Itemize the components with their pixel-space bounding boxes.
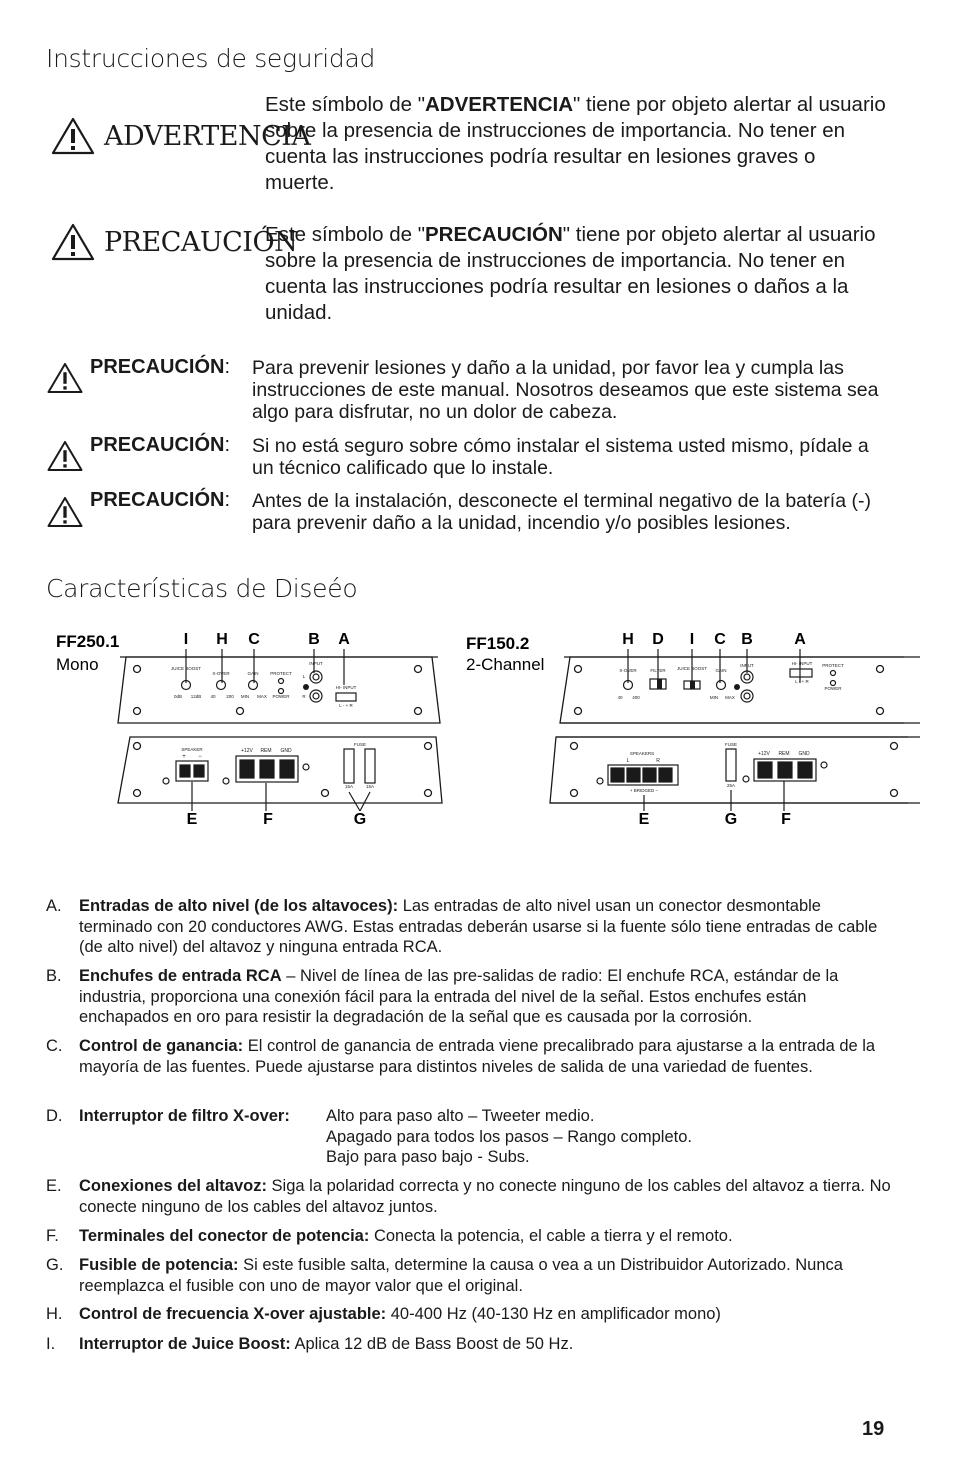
ff150-max-label: MAX — [725, 695, 735, 700]
ff150-letter-f: F — [781, 811, 791, 828]
ff250-letter-h: H — [216, 631, 228, 648]
ff250-12db-label: 12dB — [190, 694, 202, 699]
caution-2-icon-wrap — [46, 438, 86, 479]
ff250-juice-label: JUICE BOOST — [170, 666, 202, 671]
caution-triangle-icon — [46, 360, 84, 396]
ff250-200-label: 200 — [226, 694, 234, 699]
caution-1-label: PRECAUCIÓN: — [90, 356, 231, 378]
ff150-gain-knob — [717, 681, 726, 690]
ff250-gnd-label: GND — [280, 748, 292, 754]
caution-1-icon-wrap — [46, 360, 86, 401]
advertencia-description: Este símbolo de "ADVERTENCIA" tiene por objeto alertar al usuario sobre la presencia de instrucciones de importancia. No tener en cuenta las instrucciones podría resultar en lesiones graves o muerte. — [265, 93, 886, 194]
ff250-letter-e: E — [186, 811, 198, 828]
ff150-model: FF150.2 — [466, 634, 530, 653]
ff250-max-label: MAX — [257, 694, 267, 699]
advertencia-label: ADVERTENCIA — [104, 120, 311, 152]
ff150-letter-a: A — [794, 631, 806, 648]
ff150-l-label: L — [626, 758, 630, 764]
ff250-40-label: 40 — [210, 694, 216, 699]
list-item: I. Interruptor de Juice Boost: Aplica 12 dB de Bass Boost de 50 Hz. — [46, 1335, 574, 1353]
list-item: G. Fusible de potencia: Si este fusible salta, determine la causa o vea a un Distribuidor Autorizado. Nunca reemplazca el fusible con uno de mayor valor que el original. — [46, 1256, 843, 1295]
warning-triangle-icon — [50, 116, 96, 156]
list-item: H. Control de frecuencia X-over ajustable: 40-400 Hz (40-130 Hz en amplificador mono) — [46, 1305, 721, 1323]
ff150-letter-i: I — [689, 631, 695, 648]
ff150-gnd-label: GND — [798, 751, 810, 757]
ff250-power-label: POWER — [272, 694, 290, 699]
ff250-diagram — [40, 625, 460, 835]
ff150-filter-label: FILTER — [650, 668, 666, 673]
ff250-fuse-a — [344, 749, 354, 783]
ff150-letter-h: H — [622, 631, 634, 648]
ff250-model: FF250.1 — [56, 632, 120, 651]
ff150-hi-input-label: HI- INPUT — [791, 661, 813, 666]
ff250-letter-b: B — [308, 631, 320, 648]
ff250-r-label: R — [302, 694, 306, 699]
ff150-gain-label: GAIN — [715, 668, 727, 673]
list-item: E. Conexiones del altavoz: Siga la polaridad correcta y no conecte ninguno de los cables del altavoz a tierra. No conecte ninguno de los cables del altavoz juntos. — [46, 1177, 891, 1216]
ff250-subtitle: Mono — [56, 655, 99, 674]
ff250-protect-label: PROTECT — [270, 671, 292, 676]
ff150-letter-e: E — [638, 811, 650, 828]
ff150-bridged-label: + BRIDGED − — [629, 788, 659, 793]
design-title: Características de Diseéo — [46, 574, 358, 603]
caution-3-text: Antes de la instalación, desconecte el terminal negativo de la batería (-) para prevenir daño a la unidad, incendio y/o posibles lesiones. — [252, 490, 871, 534]
ff250-letter-a: A — [338, 631, 350, 648]
ff150-xover-label: X-OVER — [619, 668, 637, 673]
ff150-protect-label: PROTECT — [822, 663, 844, 668]
caution-2-text: Si no está seguro sobre cómo instalar el sistema usted mismo, pídale a un técnico calificado que lo instale. — [252, 435, 869, 479]
list-item: D. Interruptor de filtro X-over: Alto para paso alto – Tweeter medio. Apagado para todos los pasos – Rango completo. Bajo para paso bajo - Subs. — [46, 1107, 692, 1166]
ff150-rem-label: REM — [778, 751, 790, 757]
ff150-letter-c: C — [714, 631, 726, 648]
ff150-power-label: POWER — [824, 686, 842, 691]
caution-3-icon-wrap — [46, 494, 86, 535]
ff250-fuse-b-label: 15A — [365, 784, 375, 789]
ff250-gain-knob — [249, 681, 258, 690]
ff250-speaker-minus: − — [198, 754, 202, 760]
ff150-fuse-a-label: 25A — [726, 783, 736, 788]
ff150-fuse — [726, 749, 736, 781]
ff250-gain-label: GAIN — [247, 671, 259, 676]
ff150-r-label: R — [656, 758, 660, 764]
list-item: F. Terminales del conector de potencia: Conecta la potencia, el cable a tierra y el remoto. — [46, 1227, 733, 1245]
ff150-letter-d: D — [652, 631, 664, 648]
ff250-fuse-b — [365, 749, 375, 783]
list-item: C. Control de ganancia: El control de ganancia de entrada viene precalibrado para ajustarse a la entrada de la mayoría de las fuentes. Puede ajustarse para distintos niveles de salida de una variedad de fuentes. — [46, 1037, 876, 1076]
precaucion-symbol — [50, 222, 297, 262]
ff250-hi-input-label: HI- INPUT — [335, 685, 357, 690]
caution-1-text: Para prevenir lesiones y daño a la unidad, por favor lea y cumpla las instrucciones de este manual. Nosotros deseamos que este sistema sea algo para disfrutar, no un dolor de cabeza. — [252, 357, 879, 423]
ff150-12v-label: +12V — [758, 751, 770, 757]
ff150-letter-b: B — [741, 631, 753, 648]
page-number: 19 — [862, 1418, 885, 1440]
ff250-letter-i: I — [183, 631, 189, 648]
ff150-diagram — [460, 625, 920, 835]
list-item: B. Enchufes de entrada RCA – Nivel de línea de las pre-salidas de radio: El enchufe RCA, estándar de la industria, proporciona una conexión fácil para la entrada del nivel de la señal. Estos enchufes están enchapados en oro para resistir la degradación de la señal que es causada por la corrosión. — [46, 967, 839, 1026]
ff250-lr-label: L - + R — [339, 703, 353, 708]
ff250-12v-label: +12V — [241, 748, 253, 754]
ff250-letter-g: G — [353, 811, 367, 828]
ff150-juice-label: JUICE BOOST — [676, 666, 708, 671]
caution-triangle-icon — [46, 438, 84, 474]
ff150-letter-g: G — [724, 811, 738, 828]
ff250-letter-c: C — [248, 631, 260, 648]
safety-title: Instrucciones de seguridad — [46, 44, 376, 73]
ff250-0db-label: 0dB — [173, 694, 183, 699]
caution-2-label: PRECAUCIÓN: — [90, 434, 231, 456]
ff250-xover-knob — [217, 681, 226, 690]
caution-3-label: PRECAUCIÓN: — [90, 489, 231, 511]
ff150-min-label: MIN — [709, 695, 719, 700]
ff150-400-label: 400 — [632, 695, 640, 700]
ff250-min-label: MIN — [240, 694, 250, 699]
ff250-input-label: INPUT — [309, 661, 323, 666]
ff250-fuse-a-label: 15A — [344, 784, 354, 789]
ff150-lr-label: L - + R — [795, 679, 809, 684]
caution-triangle-icon — [46, 494, 84, 530]
precaucion-description: Este símbolo de "PRECAUCIÓN" tiene por objeto alertar al usuario sobre la presencia de instrucciones de importancia. No tener en cuenta las instrucciones podría resultar en lesiones o daños a la unidad. — [265, 223, 876, 324]
ff250-l-label: L — [302, 674, 306, 679]
ff250-xover-label: X-OVER — [212, 671, 230, 676]
ff250-speaker-label: SPEAKER — [181, 747, 203, 752]
ff250-rem-label: REM — [260, 748, 272, 754]
ff150-fuse-label: FUSE — [724, 742, 738, 747]
ff250-speaker-plus: + — [182, 754, 186, 760]
caution-triangle-icon — [50, 222, 96, 262]
ff150-input-label: INPUT — [740, 663, 754, 668]
ff250-letter-f: F — [263, 811, 273, 828]
list-item: A. Entradas de alto nivel (de los altavoces): Las entradas de alto nivel usan un conector desmontable terminado con 20 conductores AWG. Estas entradas deberán usarse si la fuente sólo tiene entradas de cable (de alto nivel) del altavoz y ninguna entrada RCA. — [46, 897, 878, 956]
precaucion-label: PRECAUCIÓN — [104, 226, 298, 258]
ff250-fuse-label: FUSE — [353, 742, 367, 747]
ff150-speakers-label: SPEAKERS — [629, 751, 655, 756]
ff150-40-label: 40 — [617, 695, 623, 700]
ff150-subtitle: 2-Channel — [466, 655, 545, 674]
